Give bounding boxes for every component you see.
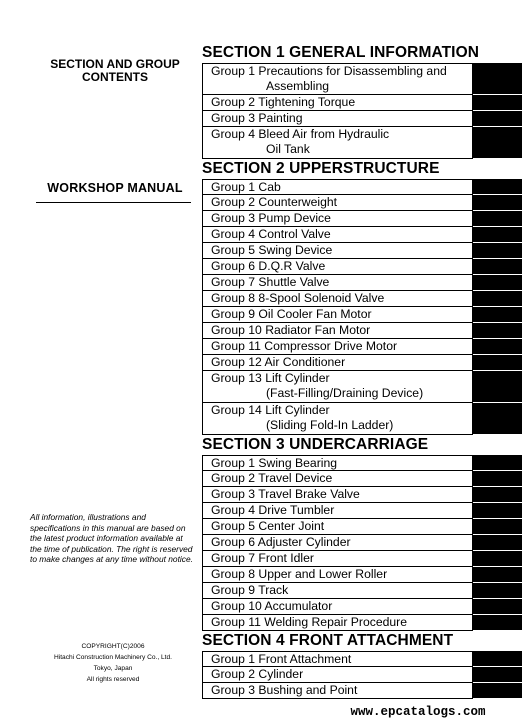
section-tab-marker: [473, 307, 522, 323]
group-title: Group 6 Adjuster Cylinder: [211, 535, 351, 549]
group-row[interactable]: [202, 403, 522, 435]
group-entry[interactable]: [202, 371, 473, 403]
group-title: Group 9 Oil Cooler Fan Motor: [211, 307, 372, 321]
group-title: Group 11 Compressor Drive Motor: [211, 339, 398, 353]
section-tab-marker: [473, 95, 522, 111]
group-title: Group 3 Bushing and Point: [211, 683, 358, 697]
section-tab-marker: [473, 567, 522, 583]
section-tab-marker: [473, 179, 522, 195]
group-title: Group 9 Track: [211, 583, 289, 597]
group-title: Group 3 Pump Device: [211, 211, 331, 225]
group-row[interactable]: [202, 471, 522, 487]
group-title: Group 7 Front Idler: [211, 551, 314, 565]
section-tab-marker: [473, 599, 522, 615]
disclaimer-text: All information, illustrations and specifications in this manual are based on the latest product information available at the time of publication. The right is reserved to make changes at any time without notice.: [30, 512, 193, 564]
group-row[interactable]: [202, 179, 522, 195]
group-title: Group 4 Control Valve: [211, 227, 331, 241]
group-title: Group 1 Front Attachment: [211, 652, 352, 666]
group-title: Group 4 Bleed Air from Hydraulic: [211, 127, 390, 141]
group-entry[interactable]: [202, 127, 473, 159]
section-tab-marker: [473, 339, 522, 355]
group-row[interactable]: [202, 195, 522, 211]
group-entry[interactable]: [202, 535, 473, 551]
group-row[interactable]: [202, 583, 522, 599]
section-heading: SECTION 2 UPPERSTRUCTURE: [202, 160, 440, 177]
section-heading: SECTION 1 GENERAL INFORMATION: [202, 44, 480, 61]
group-entry[interactable]: [202, 683, 473, 699]
group-entry[interactable]: [202, 599, 473, 615]
group-row[interactable]: [202, 339, 522, 355]
section-tab-marker: [473, 519, 522, 535]
group-entry[interactable]: [202, 323, 473, 339]
group-row[interactable]: [202, 211, 522, 227]
group-title: Group 2 Cylinder: [211, 667, 304, 681]
group-title: Group 14 Lift Cylinder: [211, 403, 330, 417]
group-entry[interactable]: [202, 519, 473, 535]
group-row[interactable]: [202, 63, 522, 95]
group-entry[interactable]: [202, 487, 473, 503]
group-title: Group 5 Swing Device: [211, 243, 333, 257]
group-title: Group 6 D.Q.R Valve: [211, 259, 326, 273]
group-row[interactable]: [202, 683, 522, 699]
section-tab-marker: [473, 583, 522, 599]
group-title: Group 2 Counterweight: [211, 195, 338, 209]
section-tab-marker: [473, 323, 522, 339]
group-row[interactable]: [202, 323, 522, 339]
group-entry[interactable]: [202, 355, 473, 371]
group-entry[interactable]: [202, 227, 473, 243]
section-heading: SECTION 4 FRONT ATTACHMENT: [202, 632, 454, 649]
group-title-continued: Assembling: [266, 79, 329, 93]
section-tab-marker: [473, 275, 522, 291]
group-row[interactable]: [202, 275, 522, 291]
group-title: Group 5 Center Joint: [211, 519, 325, 533]
group-row[interactable]: [202, 519, 522, 535]
group-entry[interactable]: [202, 615, 473, 631]
contents-list: [202, 43, 522, 699]
group-title: Group 12 Air Conditioner: [211, 355, 346, 369]
section-tab-marker: [473, 63, 522, 95]
group-row[interactable]: [202, 487, 522, 503]
group-entry[interactable]: [202, 63, 473, 95]
group-title-continued: (Fast-Filling/Draining Device): [266, 386, 424, 400]
section-tab-marker: [473, 127, 522, 159]
group-row[interactable]: [202, 615, 522, 631]
group-title: Group 1 Precautions for Disassembling and: [211, 64, 447, 78]
group-row[interactable]: [202, 307, 522, 323]
section-contents-title-line: SECTION AND GROUP: [50, 57, 180, 71]
group-entry[interactable]: [202, 243, 473, 259]
group-entry[interactable]: [202, 259, 473, 275]
group-title: Group 8 8-Spool Solenoid Valve: [211, 291, 385, 305]
group-row[interactable]: [202, 243, 522, 259]
group-row[interactable]: [202, 371, 522, 403]
section-tab-marker: [473, 227, 522, 243]
group-entry[interactable]: [202, 567, 473, 583]
section-tab-marker: [473, 683, 522, 699]
section-tab-marker: [473, 535, 522, 551]
section-tab-marker: [473, 667, 522, 683]
workshop-manual-title: WORKSHOP MANUAL: [47, 181, 183, 195]
group-entry[interactable]: [202, 403, 473, 435]
group-row[interactable]: [202, 95, 522, 111]
section-tab-marker: [473, 355, 522, 371]
group-entry[interactable]: [202, 291, 473, 307]
section-tab-marker: [473, 487, 522, 503]
group-row[interactable]: [202, 503, 522, 519]
section-tab-marker: [473, 195, 522, 211]
group-entry[interactable]: [202, 455, 473, 471]
group-row[interactable]: [202, 567, 522, 583]
group-title: Group 3 Travel Brake Valve: [211, 487, 360, 501]
section-tab-marker: [473, 615, 522, 631]
section-tab-marker: [473, 471, 522, 487]
copyright-line: All rights reserved: [86, 676, 140, 683]
watermark-url: www.epcatalogs.com: [308, 704, 522, 721]
group-title: Group 10 Radiator Fan Motor: [211, 323, 371, 337]
group-title-continued: Oil Tank: [266, 142, 310, 156]
group-title: Group 11 Welding Repair Procedure: [211, 615, 408, 629]
group-row[interactable]: [202, 551, 522, 567]
group-entry[interactable]: [202, 471, 473, 487]
section-tab-marker: [473, 503, 522, 519]
group-row[interactable]: [202, 355, 522, 371]
section-contents-title: [30, 58, 200, 84]
group-title: Group 2 Travel Device: [211, 471, 333, 485]
group-row[interactable]: [202, 291, 522, 307]
group-row[interactable]: [202, 535, 522, 551]
group-entry[interactable]: [202, 667, 473, 683]
group-entry[interactable]: [202, 339, 473, 355]
title-underline: [36, 202, 191, 203]
group-title: Group 4 Drive Tumbler: [211, 503, 335, 517]
copyright-line: Tokyo, Japan: [93, 665, 133, 672]
group-title-continued: (Sliding Fold-In Ladder): [266, 418, 394, 432]
section-tab-marker: [473, 211, 522, 227]
group-entry[interactable]: [202, 111, 473, 127]
section-tab-marker: [473, 243, 522, 259]
group-entry[interactable]: [202, 211, 473, 227]
left-column: [0, 0, 200, 727]
group-entry[interactable]: [202, 503, 473, 519]
section-tab-marker: [473, 403, 522, 435]
section-contents-title-line: CONTENTS: [82, 70, 148, 84]
group-title: Group 8 Upper and Lower Roller: [211, 567, 388, 581]
group-row[interactable]: [202, 667, 522, 683]
group-title: Group 3 Painting: [211, 111, 303, 125]
section-tab-marker: [473, 259, 522, 275]
group-title: Group 1 Swing Bearing: [211, 456, 338, 470]
group-row[interactable]: [202, 111, 522, 127]
section-tab-marker: [473, 111, 522, 127]
section-tab-marker: [473, 371, 522, 403]
copyright-block: [30, 641, 196, 685]
section-tab-marker: [473, 551, 522, 567]
section-tab-marker: [473, 455, 522, 471]
copyright-line: Hitachi Construction Machinery Co., Ltd.: [53, 654, 172, 661]
group-title: Group 2 Tightening Torque: [211, 95, 356, 109]
section-tab-marker: [473, 651, 522, 667]
section-heading: SECTION 3 UNDERCARRIAGE: [202, 436, 429, 453]
group-row[interactable]: [202, 227, 522, 243]
group-row[interactable]: [202, 651, 522, 667]
group-entry[interactable]: [202, 95, 473, 111]
group-row[interactable]: [202, 259, 522, 275]
group-row[interactable]: [202, 127, 522, 159]
group-entry[interactable]: [202, 179, 473, 195]
group-title: Group 1 Cab: [211, 180, 281, 194]
group-entry[interactable]: [202, 275, 473, 291]
group-entry[interactable]: [202, 583, 473, 599]
group-entry[interactable]: [202, 307, 473, 323]
group-entry[interactable]: [202, 195, 473, 211]
section-tab-marker: [473, 291, 522, 307]
group-entry[interactable]: [202, 551, 473, 567]
group-row[interactable]: [202, 599, 522, 615]
group-title: Group 13 Lift Cylinder: [211, 371, 330, 385]
copyright-line: COPYRIGHT(C)2006: [81, 643, 145, 650]
group-entry[interactable]: [202, 651, 473, 667]
group-title: Group 7 Shuttle Valve: [211, 275, 330, 289]
group-row[interactable]: [202, 455, 522, 471]
group-title: Group 10 Accumulator: [211, 599, 333, 613]
